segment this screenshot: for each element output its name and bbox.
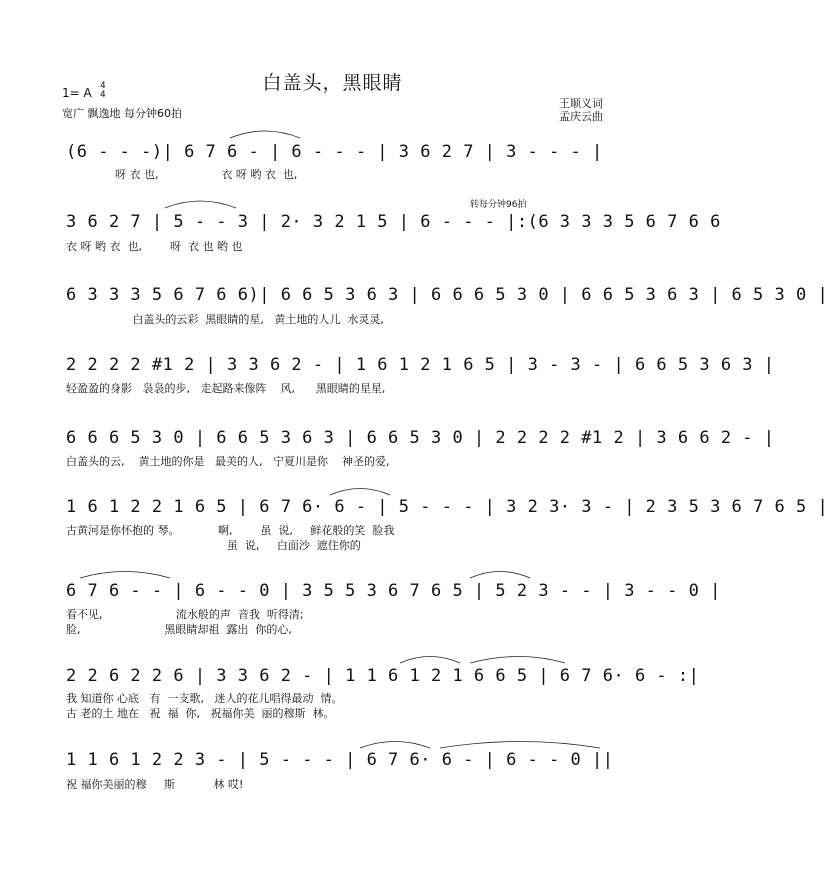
lyric-line: 古黄河是你怀抱的 琴。 啊, 虽 说, 鲜花般的笑 脸我 [66, 524, 395, 537]
lyric-line: 虽 说, 白面沙 遮住你的 [66, 539, 361, 552]
slur [470, 657, 565, 664]
notation-row: 1 1 6 1 2 2 3 - | 5 - - - | 6 7 6· 6 - | 6 - - 0 || [66, 750, 614, 770]
slur [360, 742, 430, 749]
lyric-line: 呀 衣 也, 衣 呀 哟 衣 也, [66, 168, 298, 181]
lyric-line: 祝 福你美丽的穆 斯 林 哎! [66, 778, 244, 791]
lyric-line: 轻盈盈的身影 袅袅的步, 走起路来像阵 风, 黑眼睛的星星, [66, 382, 386, 395]
notation-row: 6 6 6 5 3 0 | 6 6 5 3 6 3 | 6 6 5 3 0 | 2 2 2 2 #1 2 | 3 6 6 2 - | [66, 428, 775, 448]
notation-row: 3 6 2 7 | 5 - - 3 | 2· 3 2 1 5 | 6 - - - |:(6 3 3 3 5 6 7 6 6 [66, 212, 721, 232]
slur [400, 657, 460, 664]
lyric-line: 看不见, 流水般的声 音我 听得清; [66, 608, 304, 621]
notation-row: (6 - - -)| 6 7 6 - | 6 - - - | 3 6 2 7 | 3 - - - | [66, 142, 603, 162]
lyric-line: 脸, 黑眼睛却祖 露出 你的心, [66, 623, 292, 636]
tempo-marking: 宽广 飘逸地 每分钟60拍 [62, 107, 182, 120]
notation-row: 2 2 6 2 2 6 | 3 3 6 2 - | 1 1 6 1 2 1 6 6 5 | 6 7 6· 6 - :| [66, 666, 700, 686]
time-signature-bottom: 4 [100, 90, 106, 100]
time-signature-top: 4 [100, 81, 106, 91]
slur [230, 131, 300, 138]
lyricist-credit: 王顺义词 [559, 97, 603, 110]
time-signature [100, 82, 106, 100]
composer-credit: 孟庆云曲 [559, 110, 603, 123]
notation-row: 6 3 3 3 5 6 7 6 6)| 6 6 5 3 6 3 | 6 6 6 5 3 0 | 6 6 5 3 6 3 | 6 5 3 0 | [66, 285, 828, 305]
slur [440, 742, 600, 749]
song-title: 白盖头，黑眼睛 [262, 72, 403, 94]
notation-row: 2 2 2 2 #1 2 | 3 3 6 2 - | 1 6 1 2 1 6 5 | 3 - 3 - | 6 6 5 3 6 3 | [66, 355, 775, 375]
notation-row: 1 6 1 2 2 1 6 5 | 6 7 6· 6 - | 5 - - - | 3 2 3· 3 - | 2 3 5 3 6 7 6 5 | [66, 497, 828, 517]
lyric-line: 我 知道你 心底 有 一支歌, 迷人的花儿唱得最动 情。 [66, 692, 343, 705]
slur [330, 489, 390, 496]
lyric-line: 古 老的土 地在 祝 福 你, 祝福你美 丽的穆斯 林。 [66, 707, 335, 720]
key-signature: 1= A [62, 86, 92, 100]
notation-row: 6 7 6 - - | 6 - - 0 | 3 5 5 3 6 7 6 5 | 5 2 3 - - | 3 - - 0 | [66, 581, 721, 601]
lyric-line: 白盖头的云, 黄土地的你是 最美的人, 宁夏川是你 神圣的爱, [66, 455, 390, 468]
slur [165, 201, 236, 208]
lyric-line: 衣 呀 哟 衣 也, 呀 衣 也 哟 也 [66, 240, 243, 253]
slur [470, 572, 530, 579]
slur [80, 572, 170, 579]
tempo-change-mark: 转每分钟96拍 [470, 200, 527, 210]
lyric-line: 白盖头的云彩 黑眼睛的星, 黄土地的人儿 水灵灵, [66, 313, 384, 326]
